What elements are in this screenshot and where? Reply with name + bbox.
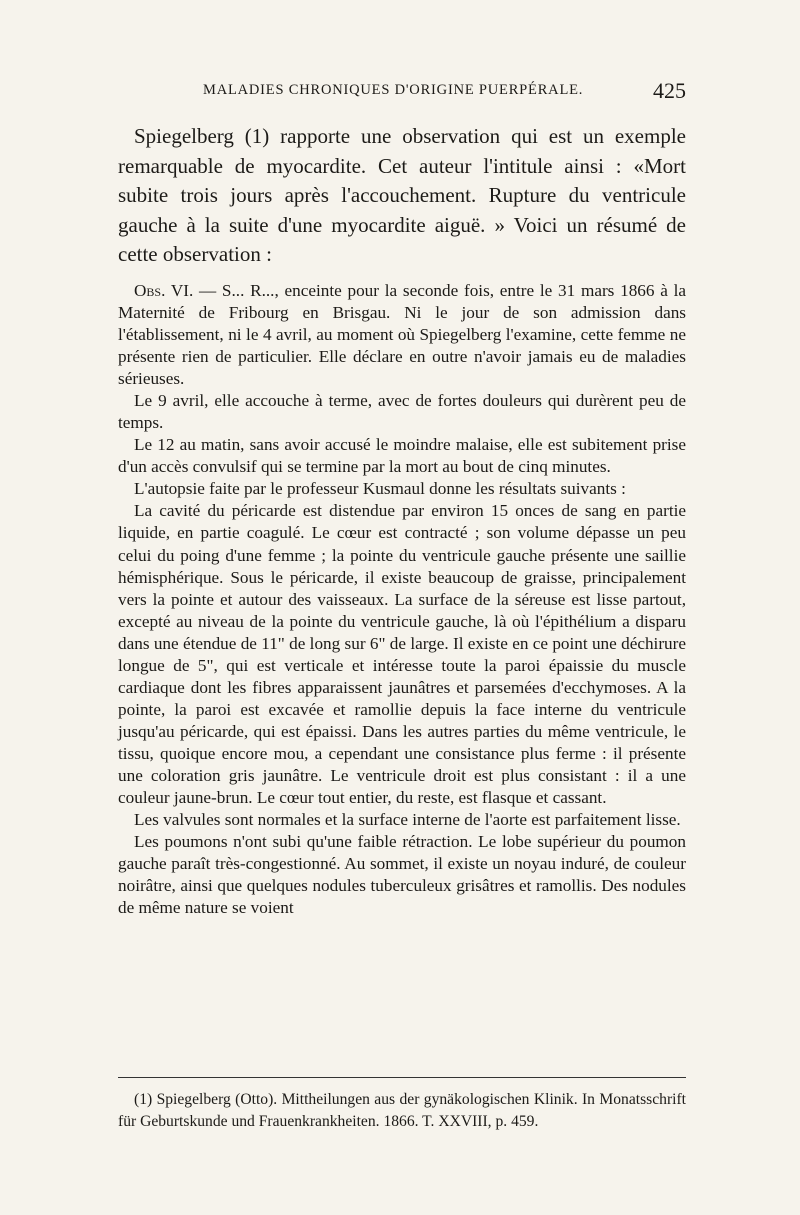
observation-paragraph: Les poumons n'ont subi qu'une faible rétraction. Le lobe supérieur du poumon gauche paraît très-congestionné. Au sommet, il existe un noyau induré, de couleur noirâtre, ainsi que quelques nodules tuberculeux grisâtres et ramollis. Des nodules de même nature se voient: [118, 832, 686, 918]
intro-section: [118, 122, 686, 270]
observation-section: [118, 280, 686, 919]
page-number: 425: [653, 78, 686, 103]
page-body: [118, 122, 686, 919]
observation-paragraph: [118, 280, 686, 390]
footnote-divider: [118, 1077, 686, 1078]
running-head: MALADIES CHRONIQUES D'ORIGINE PUERPÉRALE.: [203, 82, 584, 98]
observation-paragraph: L'autopsie faite par le professeur Kusmaul donne les résultats suivants :: [134, 479, 626, 499]
page-header: [118, 78, 686, 106]
observation-paragraph: Le 12 au matin, sans avoir accusé le moindre malaise, elle est subitement prise d'un accès convulsif qui se termine par la mort au bout de cinq minutes.: [118, 435, 686, 477]
observation-label: Obs. VI.: [134, 280, 194, 300]
observation-paragraph: Le 9 avril, elle accouche à terme, avec de fortes douleurs qui durèrent peu de temps.: [118, 391, 686, 433]
intro-paragraph: Spiegelberg (1) rapporte une observation qui est un exemple remarquable de myocardite. Cet auteur l'intitule ainsi : «Mort subite trois jours après l'accouchement. Rupture du ventricule gauche à la suite d'une myocardite aiguë. » Voici un résumé de cette observation :: [118, 124, 686, 267]
observation-text: — S... R..., enceinte pour la seconde fois, entre le 31 mars 1866 à la Maternité de Fribourg en Brisgau. Ni le jour de son admission dans l'établissement, ni le 4 avril, au moment où Spiegelberg l'examine, cette femme ne présente rien de particulier. Elle déclare en outre n'avoir jamais eu de maladies sérieuses.: [118, 280, 686, 389]
footnote: (1) Spiegelberg (Otto). Mittheilungen aus der gynäkologischen Klinik. In Monatsschrift für Geburtskunde und Frauenkrankheiten. 1866. T. XXVIII, p. 459.: [118, 1091, 686, 1130]
observation-paragraph: La cavité du péricarde est distendue par environ 15 onces de sang en partie liquide, en partie coagulé. Le cœur est contracté ; son volume dépasse un peu celui du poing d'une femme ; la pointe du ventricule gauche présente une saillie hémisphérique. Sous le péricarde, il existe beaucoup de graisse, principalement vers la pointe et autour des vaisseaux. La surface de la séreuse est lisse partout, excepté au niveau de la pointe du ventricule gauche, là où l'épithélium a disparu dans une étendue de 11" de long sur 6" de large. Il existe en ce point une déchirure longue de 5", qui est verticale et intéresse toute la paroi épaissie du muscle cardiaque dont les fibres apparaissent jaunâtres et parsemées d'ecchymoses. A la pointe, la paroi est excavée et ramollie depuis la face interne du ventricule jusqu'au péricarde, qui est épaissi. Dans les autres parties du même ventricule, le tissu, quoique encore mou, a cependant une consistance plus ferme : il présente une coloration gris jaunâtre. Le ventricule droit est plus consistant : il a une couleur jaune-brun. Le cœur tout entier, du reste, est flasque et cassant.: [118, 501, 686, 808]
observation-paragraph: Les valvules sont normales et la surface interne de l'aorte est parfaitement lisse.: [134, 810, 681, 830]
